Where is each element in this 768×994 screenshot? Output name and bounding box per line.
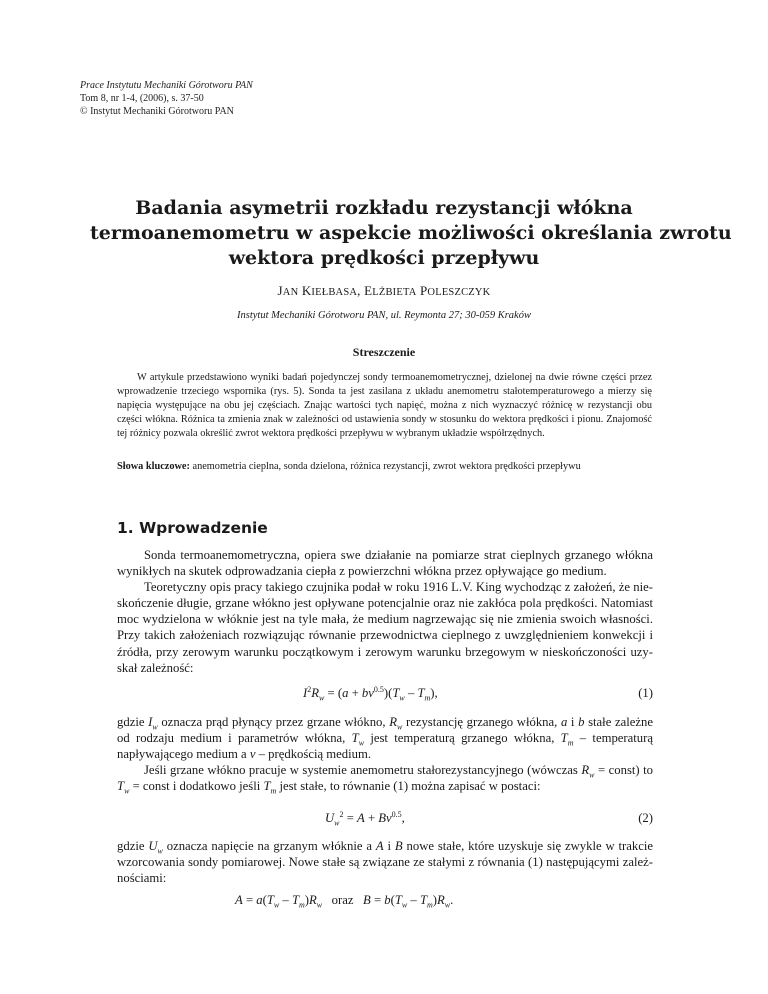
paper-title <box>90 196 732 271</box>
affiliation: Instytut Mechaniki Górotworu PAN, ul. Reymonta 27; 30-059 Kraków <box>237 310 531 321</box>
paragraph-2: Teoretyczny opis pracy takiego czujnika podał w roku 1916 L.V. King wychodząc z założeń, że nieskończenie długie, grzane włókno jest opływane potencjalnie oraz nie zakłóca pola prędkości. Natomiast moc wydzielona w włóknie jest na tyle mała, że medium nagrzewając się nie zmienia swoich własności. Przy takich założeniach rozwiązując równanie przewodnictwa cieplnego z uwzględnieniem konwekcji i źródła, przy zerowym warunku początkowym i zerowym warunku brzegowym w nieskończoności uzyskał zależność: <box>117 580 653 675</box>
journal-header <box>80 79 480 118</box>
section-heading: 1. Wprowadzenie <box>117 519 268 537</box>
paragraph-3: gdzie $I_w$ oznacza prąd płynący przez grzane włókno, $R_w$ rezystancję grzanego włókna, a i b stałe zależne od rodzaju medium i parametrów włókna, $T_w$ jest temperaturą grzanego włókna, $T_m$ – temperaturą napływającego medium a v – prędkością medium. <box>117 715 654 762</box>
section-body-2 <box>117 714 653 794</box>
keywords <box>117 460 677 474</box>
section-body-3 <box>117 838 653 886</box>
title-line-2: termoanemometru w aspekcie możliwości określania zwrotu <box>90 222 732 244</box>
section-body <box>117 547 653 676</box>
equation-1: $I^2R_w = (a + bv^{0.5})(T_w - T_m)$, <box>303 684 438 703</box>
paragraph-5: gdzie $U_w$ oznacza napięcie na grzanym włóknie a A i B nowe stałe, które uzyskuje się zwykle w trakcie wzorcowania sondy pomiarowej. Nowe stałe są związane ze stałymi z równania (1) następującymi zależnościami: <box>117 839 653 886</box>
author-separator: , <box>357 283 365 298</box>
keywords-list: anemometria cieplna, sonda dzielona, różnica rezystancji, zwrot wektora prędkości przepływu <box>189 461 581 472</box>
journal-copyright: © Instytut Mechaniki Górotworu PAN <box>80 106 234 117</box>
journal-volume: Tom 8, nr 1-4, (2006), s. 37-50 <box>80 93 204 104</box>
author-1-first-rest: AN <box>282 287 299 298</box>
equation-3: $A = a(T_w - T_m)R_w$ oraz $B = b(T_w - T_m)R_w$. <box>235 893 454 910</box>
paragraph-1: Sonda termoanemometryczna, opiera swe działanie na pomiarze strat cieplnych grzanego włókna wynikłych na skutek odprowadzania ciepła z powierzchni włókna przez opływające go medium. <box>117 548 653 579</box>
title-line-3: wektora prędkości przepływu <box>228 247 540 269</box>
abstract-heading: Streszczenie <box>352 345 416 359</box>
author-2-first-initial: E <box>364 283 373 298</box>
author-1-last-rest: IEŁBASA <box>311 287 358 298</box>
author-1-first-initial: J <box>277 283 283 298</box>
journal-name: Prace Instytutu Mechaniki Górotworu PAN <box>80 80 253 91</box>
equation-2: $U_w^2 = A + Bv^{0.5}$, <box>325 809 405 828</box>
author-2-last-initial: P <box>419 283 428 298</box>
author-2-first-rest: LŻBIETA <box>372 287 417 298</box>
abstract-text: W artykule przedstawiono wyniki badań pojedynczej sondy termoanemometrycznej, dzielonej na dwie równe części przez wprowadzenie trzeciego wspornika (rys. 5). Sonda ta jest zasilana z układu anemometru stałotemperaturowego a mierzy się napięcia występujące na obu jej częściach. Znając wartości tych napięć, można z nich wyznaczyć różnicę w rezystancji obu części włókna. Różnica ta zmienia znak w zależności od ustawienia sondy w stosunku do wektora prędkości i pionu. Znajomość tej różnicy pozwala określić zwrot wektora prędkości przepływu w wybranym układzie współrzędnych. <box>117 372 652 439</box>
author-1-last-initial: K <box>301 283 312 298</box>
authors <box>0 283 768 299</box>
paragraph-4: Jeśli grzane włókno pracuje w systemie anemometru stałorezystancyjnego (wówczas $R_w$ = const) to $T_w$ = const i dodatkowo jeśli $T_m$ jest stałe, to równanie (1) można zapisać w postaci: <box>117 763 653 796</box>
keywords-label: Słowa kluczowe: <box>117 461 190 472</box>
equation-1-number: (1) <box>638 686 653 700</box>
equation-2-number: (2) <box>638 811 653 825</box>
title-line-1: Badania asymetrii rozkładu rezystancji włókna <box>135 197 633 219</box>
author-2-last-rest: OLESZCZYK <box>427 287 491 298</box>
